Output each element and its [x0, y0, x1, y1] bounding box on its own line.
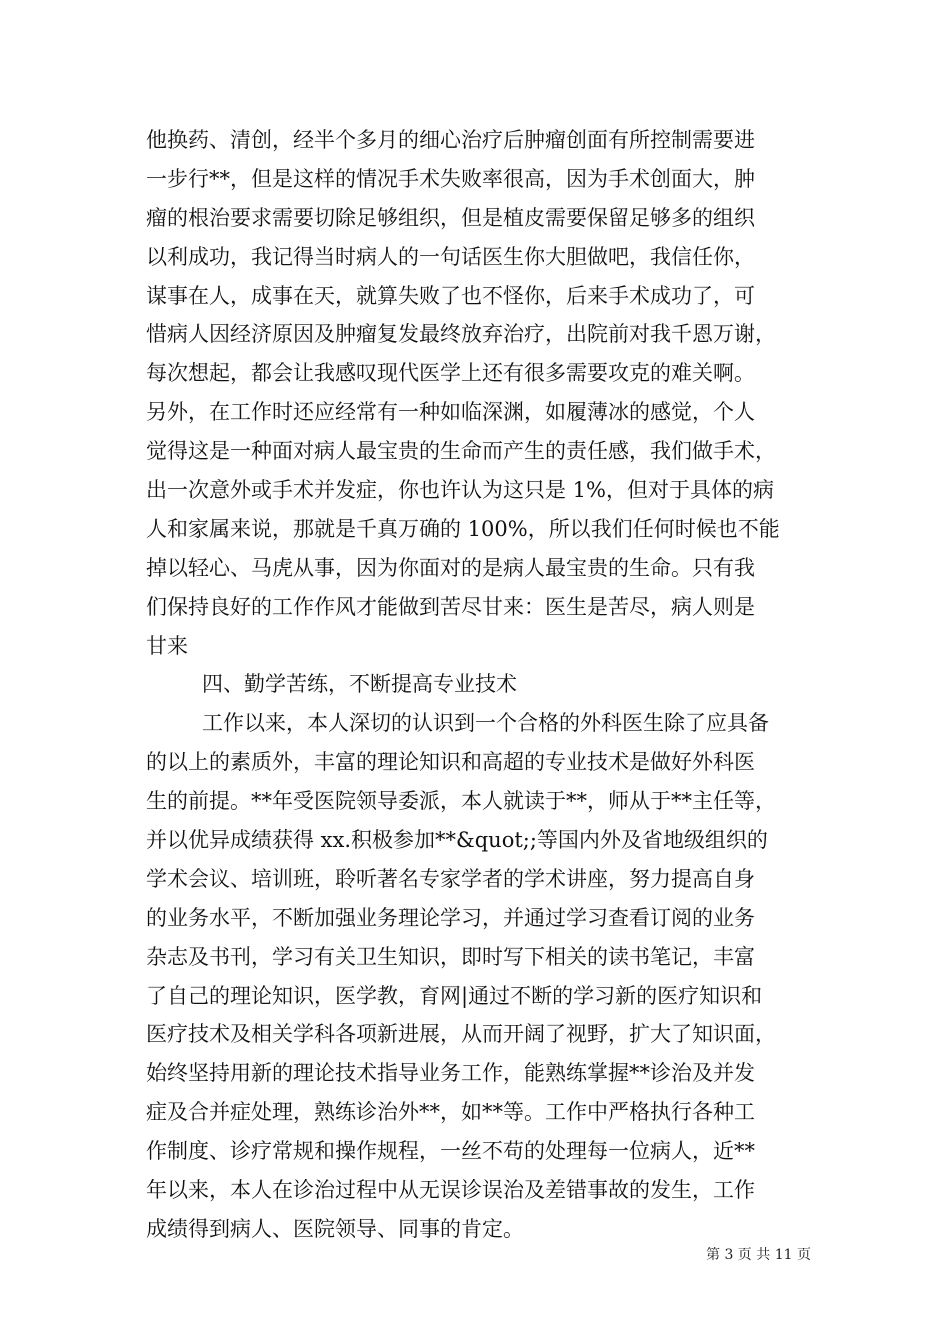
text-line: 甘来 — [146, 633, 188, 658]
text-line: 他换药、清创，经半个多月的细心治疗后肿瘤创面有所控制需要进 — [146, 128, 755, 152]
page-number: 第 3 页 共 11 页 — [706, 1247, 811, 1263]
document-body — [146, 121, 826, 1249]
text-line: 们保持良好的工作作风才能做到苦尽甘来：医生是苦尽，病人则是 — [146, 594, 755, 619]
text-line: 生的前提。**年受医院领导委派，本人就读于**，师从于**主任等， — [146, 789, 776, 814]
text-line: 工作以来，本人深切的认识到一个合格的外科医生除了应具备 — [202, 711, 769, 736]
text-line: 杂志及书刊，学习有关卫生知识，即时写下相关的读书笔记，丰富 — [146, 944, 755, 969]
text-line: 的业务水平，不断加强业务理论学习，并通过学习查看订阅的业务 — [146, 905, 755, 930]
text-line: 每次想起，都会让我感叹现代医学上还有很多需要攻克的难关啊。 — [146, 361, 755, 386]
text-line: 以利成功，我记得当时病人的一句话医生你大胆做吧，我信任你， — [146, 244, 755, 269]
text-line: 医疗技术及相关学科各项新进展，从而开阔了视野，扩大了知识面， — [146, 1022, 776, 1047]
text-line: 人和家属来说，那就是千真万确的 100%，所以我们任何时候也不能 — [146, 516, 780, 541]
text-line: 瘤的根治要求需要切除足够组织，但是植皮需要保留足够多的组织 — [146, 205, 755, 230]
section-heading: 四、勤学苦练，不断提高专业技术 — [202, 672, 517, 697]
text-line: 一步行**，但是这样的情况手术失败率很高，因为手术创面大，肿 — [146, 166, 755, 191]
text-line: 学术会议、培训班，聆听著名专家学者的学术讲座，努力提高自身 — [146, 866, 755, 891]
text-line: 的以上的素质外，丰富的理论知识和高超的专业技术是做好外科医 — [146, 750, 755, 775]
text-line: 并以优异成绩获得 xx.积极参加**&quot;;等国内外及省地级组织的 — [146, 828, 768, 853]
text-line: 了自己的理论知识，医学教，育网|通过不断的学习新的医疗知识和 — [146, 983, 763, 1008]
text-line: 掉以轻心、马虎从事，因为你面对的是病人最宝贵的生命。只有我 — [146, 555, 755, 580]
text-line: 惜病人因经济原因及肿瘤复发最终放弃治疗，出院前对我千恩万谢， — [146, 322, 776, 347]
text-line: 觉得这是一种面对病人最宝贵的生命而产生的责任感，我们做手术， — [146, 439, 776, 464]
text-line: 另外，在工作时还应经常有一种如临深渊，如履薄冰的感觉，个人 — [146, 400, 755, 425]
text-line: 症及合并症处理，熟练诊治外**，如**等。工作中严格执行各种工 — [146, 1100, 755, 1125]
text-line: 成绩得到病人、医院领导、同事的肯定。 — [146, 1216, 524, 1241]
text-line: 出一次意外或手术并发症，你也许认为这只是 1%，但对于具体的病 — [146, 478, 774, 503]
text-line: 谋事在人，成事在天，就算失败了也不怪你，后来手术成功了，可 — [146, 283, 755, 308]
text-line: 年以来，本人在诊治过程中从无误诊误治及差错事故的发生，工作 — [146, 1178, 755, 1203]
text-line: 作制度、诊疗常规和操作规程，一丝不苟的处理每一位病人，近** — [146, 1139, 755, 1164]
text-line: 始终坚持用新的理论技术指导业务工作，能熟练掌握**诊治及并发 — [146, 1061, 755, 1086]
